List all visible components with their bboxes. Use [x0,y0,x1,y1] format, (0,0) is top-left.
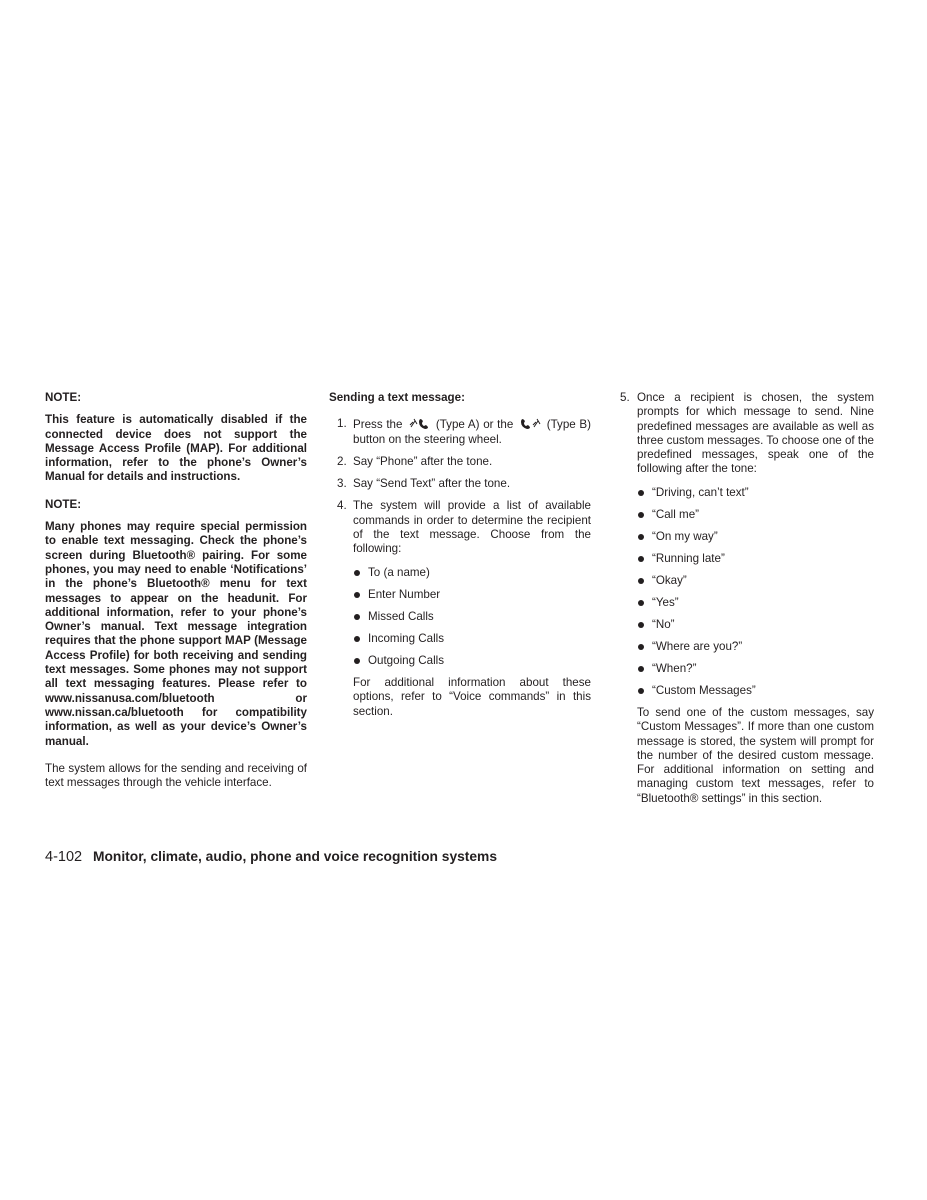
step-3 [329,477,591,491]
list-item-text: Incoming Calls [368,631,445,645]
command-list [353,566,591,668]
step-number: 2. [337,454,347,468]
middle-column [329,391,591,719]
bullet-icon [638,578,644,584]
step-text: (Type A) or the [435,418,514,432]
list-item-text: “Custom Messages” [652,683,756,697]
steering-phone-talk-icon [519,417,541,430]
page-number: 4-102 [45,849,83,865]
list-item-text: “On my way” [652,529,718,543]
list-item [353,632,591,646]
list-item [637,684,874,698]
custom-messages-paragraph: To send one of the custom messages, say “Custom Messages”. If more than one custom message is stored, the system will prompt for the number of the desired custom message. For additional information on setting and managing custom text messages, refer to “Bluetooth® settings” in this section. [637,705,874,805]
list-item [637,486,874,500]
step-number: 3. [337,477,347,491]
note-heading: NOTE: [45,391,82,404]
step-text: Say “Send Text” after the tone. [353,477,511,491]
message-list [637,486,874,698]
list-item-text: “Call me” [652,507,700,521]
step-4 [329,499,591,556]
list-item [353,588,591,602]
note-heading: NOTE: [45,497,82,511]
step-text: Once a recipient is chosen, the system prompts for which message to send. Nine predefined messages are available as well as three custom messages. To choose one of the predefined messages, speak one of the following after the tone: [637,391,874,476]
list-item [637,618,874,632]
bullet-icon [354,570,360,576]
step-text: Say “Phone” after the tone. [353,454,493,468]
list-item [637,596,874,610]
list-item [637,530,874,544]
list-item-text: Missed Calls [368,609,434,623]
intro-paragraph: The system allows for the sending and receiving of text messages through the vehicle interface. [45,761,307,790]
step-number: 5. [620,391,630,404]
bullet-icon [638,666,644,672]
page-footer [45,847,497,866]
bullet-icon [354,658,360,664]
bullet-icon [638,644,644,650]
step-number: 1. [337,417,347,431]
list-item-text: “Okay” [652,573,687,587]
bullet-icon [638,556,644,562]
list-item-text: “Running late” [652,551,725,565]
list-item-text: “Where are you?” [652,639,743,653]
step-number: 4. [337,499,347,513]
step-text: (Type B) button on the steering wheel. [353,418,591,446]
section-heading: Sending a text message: [329,391,465,404]
note-permissions: Many phones may require special permission to enable text messaging. Check the phone’s screen during Bluetooth® pairing. For some phones, you may need to enable ‘Notifications’ in the phone’s Bluetooth® menu for text messages to appear on the headunit. For additional information, refer to your phone’s Owner’s manual. Text message integration requires that the phone support MAP (Message Access Profile) for both receiving and sending text messages. Some phones may not support all text messaging features. Please refer to www.nissanusa.com/bluetooth or www.nissan.ca/bluetooth for compatibility information, as well as your device’s Owner’s manual. [45,520,307,748]
list-item-text: “Yes” [652,595,679,609]
list-item [637,640,874,654]
bullet-icon [638,622,644,628]
step-text: The system will provide a list of available commands in order to determine the recipient of the text message. Choose from the following: [353,499,591,556]
list-item-text: “When?” [652,661,697,675]
left-column [45,391,307,790]
bullet-icon [638,688,644,694]
bullet-icon [354,614,360,620]
list-item [353,566,591,580]
list-item [637,574,874,588]
list-item [353,610,591,624]
list-item-text: Enter Number [368,587,441,601]
bullet-icon [638,600,644,606]
list-item-text: To (a name) [368,565,430,579]
list-item [353,654,591,668]
bullet-icon [638,490,644,496]
list-item-text: “No” [652,617,675,631]
bullet-icon [638,534,644,540]
list-item-text: “Driving, can’t text” [652,485,749,499]
note-map-support: This feature is automatically disabled if the connected device does not support the Message Access Profile (MAP). For additional information, refer to the phone’s Owner’s Manual for details and instructions. [45,413,307,484]
bullet-icon [638,512,644,518]
list-item [637,662,874,676]
list-item-text: Outgoing Calls [368,653,445,667]
steering-talk-phone-icon [408,417,430,430]
voice-commands-reference: For additional information about these options, refer to “Voice commands” in this section. [353,675,591,718]
list-item [637,508,874,522]
right-column [620,391,874,806]
step-1 [329,417,591,447]
step-2 [329,455,591,469]
chapter-title: Monitor, climate, audio, phone and voice recognition systems [92,849,498,864]
list-item [637,552,874,566]
step-text: Press the [353,418,403,432]
bullet-icon [354,592,360,598]
step-5 [620,391,874,477]
bullet-icon [354,636,360,642]
